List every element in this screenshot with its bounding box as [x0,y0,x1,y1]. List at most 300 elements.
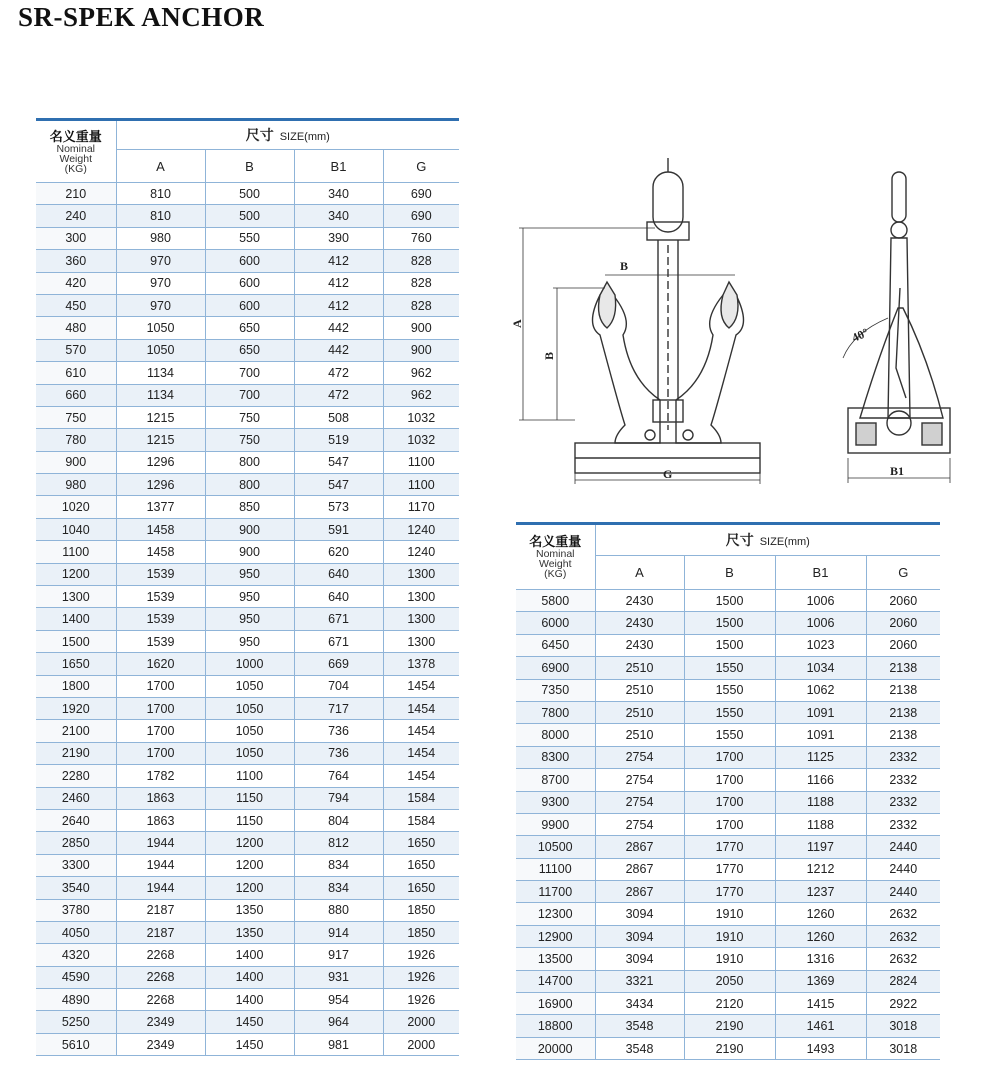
crown-pin-right [683,430,693,440]
table-row [36,563,459,585]
weight-cell: 450 [36,294,116,316]
weight-header-cn: 名义重量 [529,534,582,549]
b1-cell: 671 [294,630,383,652]
a-cell: 2187 [116,899,205,921]
b-cell: 1500 [684,612,775,634]
b1-cell: 834 [294,854,383,876]
weight-column-header [516,524,595,590]
a-cell: 1458 [116,518,205,540]
table-row [516,1037,940,1059]
page-title: SR-SPEK ANCHOR [18,2,265,32]
b-cell: 1350 [205,921,294,943]
b1-cell: 547 [294,451,383,473]
b-cell: 1770 [684,881,775,903]
g-cell: 1032 [383,406,459,428]
dim-label-a: A [510,319,524,328]
table-row [36,294,459,316]
g-cell: 1300 [383,608,459,630]
table-row [36,653,459,675]
col-header-g: G [383,150,459,183]
a-cell: 1944 [116,877,205,899]
b-cell: 950 [205,563,294,585]
weight-cell: 18800 [516,1015,595,1037]
side-shank [888,238,910,418]
weight-cell: 12900 [516,925,595,947]
weight-cell: 3300 [36,854,116,876]
b1-cell: 736 [294,720,383,742]
b1-cell: 640 [294,563,383,585]
weight-cell: 1040 [36,518,116,540]
b1-cell: 472 [294,362,383,384]
b-cell: 950 [205,586,294,608]
g-cell: 2632 [866,925,940,947]
weight-cell: 8000 [516,724,595,746]
b-cell: 1770 [684,858,775,880]
b-cell: 2050 [684,970,775,992]
a-cell: 1458 [116,541,205,563]
a-cell: 1700 [116,697,205,719]
g-cell: 2138 [866,724,940,746]
b1-cell: 1188 [775,813,866,835]
a-cell: 2867 [595,881,684,903]
b-cell: 1050 [205,720,294,742]
table-row [36,1011,459,1033]
g-cell: 1240 [383,518,459,540]
b1-cell: 508 [294,406,383,428]
g-cell: 962 [383,362,459,384]
b1-cell: 1260 [775,903,866,925]
b1-cell: 1461 [775,1015,866,1037]
col-header-b1: B1 [775,556,866,590]
weight-header-en-1: Nominal [535,548,575,560]
weight-cell: 1500 [36,630,116,652]
a-cell: 2510 [595,724,684,746]
b1-cell: 917 [294,944,383,966]
table-row [36,429,459,451]
b-cell: 500 [205,183,294,205]
b1-cell: 1415 [775,993,866,1015]
b-cell: 1450 [205,1033,294,1055]
a-cell: 1215 [116,406,205,428]
table-row [36,518,459,540]
a-cell: 2349 [116,1011,205,1033]
table-row [36,250,459,272]
fluke-left [599,282,616,328]
table-row [36,406,459,428]
weight-cell: 2190 [36,742,116,764]
g-cell: 2440 [866,881,940,903]
weight-cell: 6900 [516,657,595,679]
side-fluke-line [896,288,906,398]
weight-cell: 900 [36,451,116,473]
b-cell: 1350 [205,899,294,921]
weight-header-cn: 名义重量 [49,128,102,144]
dim-label-b-top: B [620,259,629,273]
g-cell: 2440 [866,858,940,880]
weight-cell: 1650 [36,653,116,675]
weight-cell: 2640 [36,809,116,831]
g-cell: 1378 [383,653,459,675]
b-cell: 1200 [205,854,294,876]
b-cell: 1200 [205,877,294,899]
g-cell: 962 [383,384,459,406]
b-cell: 750 [205,406,294,428]
weight-cell: 2460 [36,787,116,809]
b1-cell: 390 [294,227,383,249]
weight-cell: 2850 [36,832,116,854]
b-cell: 1450 [205,1011,294,1033]
b-cell: 2190 [684,1037,775,1059]
g-cell: 2000 [383,1011,459,1033]
b1-cell: 1260 [775,925,866,947]
fluke-right [721,282,738,328]
b-cell: 500 [205,205,294,227]
a-cell: 1539 [116,563,205,585]
weight-cell: 1300 [36,586,116,608]
a-cell: 1620 [116,653,205,675]
g-cell: 1926 [383,966,459,988]
b1-cell: 1212 [775,858,866,880]
a-cell: 1215 [116,429,205,451]
a-cell: 1539 [116,608,205,630]
a-cell: 1782 [116,765,205,787]
b1-cell: 1125 [775,746,866,768]
col-header-b: B [205,150,294,183]
g-cell: 2060 [866,634,940,656]
b-cell: 600 [205,272,294,294]
weight-cell: 610 [36,362,116,384]
a-cell: 2510 [595,701,684,723]
a-cell: 3094 [595,925,684,947]
col-header-a: A [595,556,684,590]
a-cell: 3321 [595,970,684,992]
weight-cell: 750 [36,406,116,428]
a-cell: 2510 [595,657,684,679]
b1-cell: 1062 [775,679,866,701]
g-cell: 2060 [866,590,940,612]
a-cell: 1700 [116,675,205,697]
col-header-b: B [684,556,775,590]
b-cell: 1150 [205,809,294,831]
b-cell: 1550 [684,701,775,723]
table-row [36,809,459,831]
b-cell: 950 [205,608,294,630]
weight-cell: 480 [36,317,116,339]
col-header-g: G [866,556,940,590]
b-cell: 650 [205,339,294,361]
g-cell: 1300 [383,630,459,652]
g-cell: 2060 [866,612,940,634]
table-row [36,832,459,854]
b1-cell: 764 [294,765,383,787]
table-row [36,272,459,294]
b1-cell: 1237 [775,881,866,903]
b-cell: 1700 [684,746,775,768]
weight-cell: 1020 [36,496,116,518]
weight-cell: 4890 [36,989,116,1011]
b1-cell: 340 [294,205,383,227]
b-cell: 2120 [684,993,775,1015]
b1-cell: 640 [294,586,383,608]
anchor-front-view-diagram [505,150,795,490]
b1-cell: 1369 [775,970,866,992]
b-cell: 1700 [684,813,775,835]
g-cell: 690 [383,183,459,205]
a-cell: 2430 [595,590,684,612]
a-cell: 2754 [595,813,684,835]
b1-cell: 591 [294,518,383,540]
a-cell: 3548 [595,1015,684,1037]
table-row [36,854,459,876]
a-cell: 3548 [595,1037,684,1059]
g-cell: 1650 [383,877,459,899]
table-row [36,877,459,899]
anchor-side-view-diagram [838,168,978,498]
b1-cell: 669 [294,653,383,675]
b1-cell: 834 [294,877,383,899]
b-cell: 1200 [205,832,294,854]
weight-cell: 16900 [516,993,595,1015]
a-cell: 1539 [116,630,205,652]
b-cell: 1550 [684,679,775,701]
table-row [516,746,940,768]
table-row [36,787,459,809]
weight-cell: 4320 [36,944,116,966]
weight-cell: 20000 [516,1037,595,1059]
a-cell: 1134 [116,362,205,384]
b1-cell: 804 [294,809,383,831]
table-row [516,590,940,612]
b1-cell: 340 [294,183,383,205]
table-row [516,993,940,1015]
weight-cell: 240 [36,205,116,227]
anchor-spec-table-right [516,522,940,1060]
a-cell: 2510 [595,679,684,701]
b-cell: 2190 [684,1015,775,1037]
weight-header-en-2: Weight [539,558,572,570]
a-cell: 3094 [595,903,684,925]
weight-cell: 210 [36,183,116,205]
g-cell: 2632 [866,903,940,925]
g-cell: 1100 [383,451,459,473]
g-cell: 1850 [383,899,459,921]
b1-cell: 736 [294,742,383,764]
table-body-right [516,590,940,1060]
table-row [36,496,459,518]
weight-cell: 2100 [36,720,116,742]
g-cell: 1584 [383,787,459,809]
g-cell: 760 [383,227,459,249]
table-row [516,948,940,970]
g-cell: 828 [383,294,459,316]
table-row [36,384,459,406]
table-row [36,989,459,1011]
b1-cell: 931 [294,966,383,988]
a-cell: 2754 [595,791,684,813]
b-cell: 1550 [684,657,775,679]
weight-cell: 1200 [36,563,116,585]
weight-cell: 4050 [36,921,116,943]
a-cell: 1944 [116,832,205,854]
g-cell: 3018 [866,1015,940,1037]
dim-label-g: G [663,467,673,481]
shackle-pin-block [647,222,689,240]
b-cell: 1050 [205,697,294,719]
table-row [36,765,459,787]
a-cell: 1863 [116,787,205,809]
a-cell: 1050 [116,317,205,339]
b1-cell: 1091 [775,701,866,723]
b-cell: 700 [205,384,294,406]
table-row [36,474,459,496]
b1-cell: 1034 [775,657,866,679]
weight-cell: 8700 [516,769,595,791]
g-cell: 1850 [383,921,459,943]
g-cell: 828 [383,272,459,294]
b1-cell: 620 [294,541,383,563]
a-cell: 2268 [116,989,205,1011]
g-cell: 1240 [383,541,459,563]
b-cell: 800 [205,451,294,473]
g-cell: 1650 [383,832,459,854]
g-cell: 900 [383,317,459,339]
a-cell: 1134 [116,384,205,406]
table-row [36,183,459,205]
b1-cell: 1006 [775,590,866,612]
table-row [516,612,940,634]
a-cell: 1050 [116,339,205,361]
a-cell: 1700 [116,720,205,742]
table-row [36,586,459,608]
b1-cell: 671 [294,608,383,630]
weight-cell: 11100 [516,858,595,880]
g-cell: 1584 [383,809,459,831]
a-cell: 1296 [116,474,205,496]
g-cell: 2138 [866,679,940,701]
b-cell: 1700 [684,769,775,791]
size-header-cn: 尺寸 [245,127,274,143]
g-cell: 1454 [383,675,459,697]
b1-cell: 704 [294,675,383,697]
angle-label: 40° [849,325,871,345]
crown-pin-left [645,430,655,440]
b1-cell: 519 [294,429,383,451]
table-row [516,679,940,701]
table-row [516,1015,940,1037]
side-crown-circle [887,411,911,435]
table-row [36,608,459,630]
a-cell: 970 [116,294,205,316]
table-row [516,634,940,656]
table-row [516,903,940,925]
weight-header-en-2: Weight [59,152,92,165]
table-row [516,858,940,880]
b-cell: 550 [205,227,294,249]
b1-cell: 964 [294,1011,383,1033]
weight-cell: 5610 [36,1033,116,1055]
size-header-en: SIZE(mm) [759,536,810,548]
table-row [516,970,940,992]
b1-cell: 472 [294,384,383,406]
b-cell: 700 [205,362,294,384]
table-row [36,630,459,652]
a-cell: 810 [116,183,205,205]
weight-header-en-3: (KG) [544,568,567,580]
b-cell: 1550 [684,724,775,746]
weight-cell: 7350 [516,679,595,701]
g-cell: 2332 [866,769,940,791]
b-cell: 900 [205,541,294,563]
b1-cell: 880 [294,899,383,921]
g-cell: 1454 [383,765,459,787]
table-row [36,1033,459,1055]
g-cell: 2138 [866,657,940,679]
g-cell: 1300 [383,586,459,608]
g-cell: 1926 [383,944,459,966]
weight-cell: 4590 [36,966,116,988]
table-body-left [36,183,459,1056]
table-row [36,451,459,473]
g-cell: 690 [383,205,459,227]
b1-cell: 1493 [775,1037,866,1059]
a-cell: 3434 [595,993,684,1015]
b1-cell: 1316 [775,948,866,970]
b-cell: 800 [205,474,294,496]
weight-cell: 7800 [516,701,595,723]
a-cell: 1296 [116,451,205,473]
weight-cell: 6450 [516,634,595,656]
table-row [36,899,459,921]
b-cell: 1050 [205,742,294,764]
a-cell: 2867 [595,858,684,880]
b-cell: 1770 [684,836,775,858]
weight-cell: 5250 [36,1011,116,1033]
a-cell: 1944 [116,854,205,876]
weight-cell: 3780 [36,899,116,921]
b-cell: 750 [205,429,294,451]
shackle-shape [653,172,683,232]
b-cell: 1400 [205,966,294,988]
g-cell: 2332 [866,813,940,835]
table-row [516,813,940,835]
b1-cell: 794 [294,787,383,809]
a-cell: 810 [116,205,205,227]
g-cell: 1170 [383,496,459,518]
b-cell: 1400 [205,989,294,1011]
b1-cell: 1006 [775,612,866,634]
a-cell: 2754 [595,746,684,768]
table-row [36,966,459,988]
side-arm-profile [860,308,943,418]
b1-cell: 442 [294,317,383,339]
b1-cell: 1197 [775,836,866,858]
g-cell: 900 [383,339,459,361]
a-cell: 2349 [116,1033,205,1055]
weight-cell: 300 [36,227,116,249]
table-row [36,362,459,384]
table-row [36,339,459,361]
table-row [516,836,940,858]
table-row [516,881,940,903]
b1-cell: 573 [294,496,383,518]
table-row [516,925,940,947]
a-cell: 2268 [116,944,205,966]
b-cell: 1050 [205,675,294,697]
size-header-cn: 尺寸 [725,532,754,548]
weight-cell: 12300 [516,903,595,925]
table-row [36,317,459,339]
a-cell: 980 [116,227,205,249]
